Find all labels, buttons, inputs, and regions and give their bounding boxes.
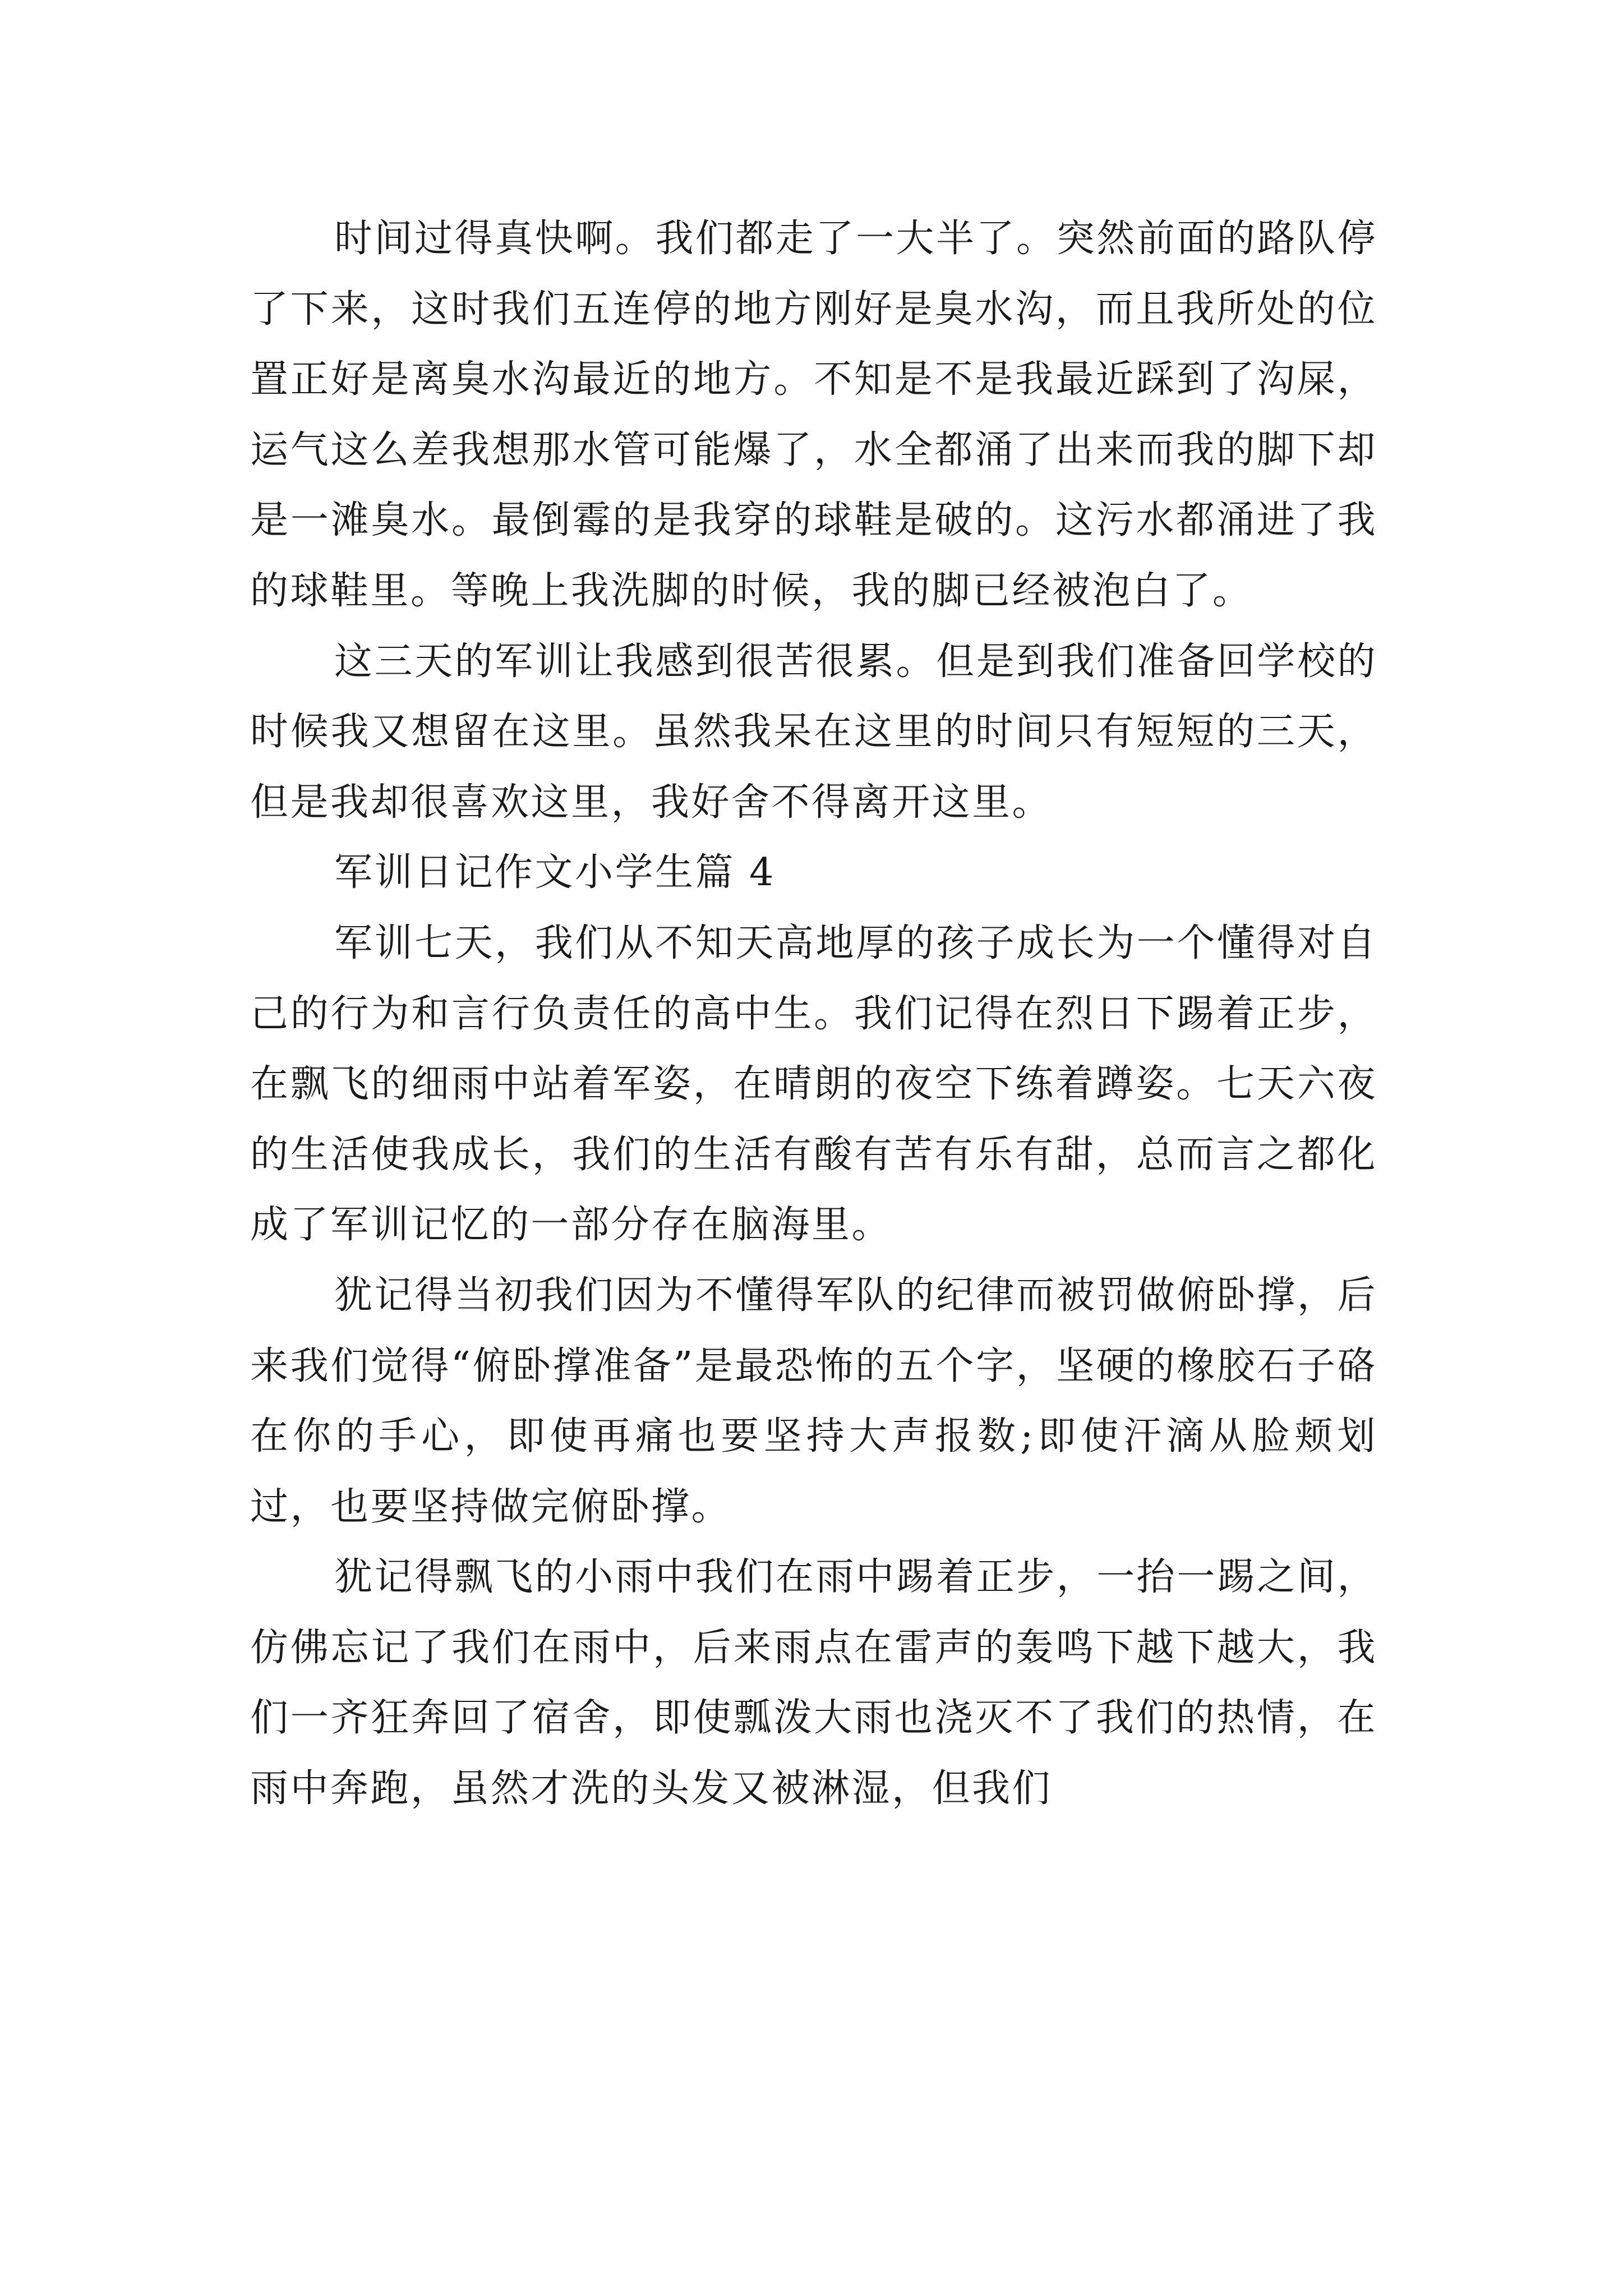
paragraph-seven-days: 军训七天，我们从不知天高地厚的孩子成长为一个懂得对自己的行为和言行负责任的高中生。我们记得在烈日下踢着正步，在飘飞的细雨中站着军姿，在晴朗的夜空下练着蹲姿。七天六夜的生活使我成长，我们的生活有酸有苦有乐有甜，总而言之都化成了军训记忆的一部分存在脑海里。 <box>250 921 1377 1248</box>
paragraph-push-ups: 犹记得当初我们因为不懂得军队的纪律而被罚做俯卧撑，后来我们觉得“俯卧撑准备”是最恐怖的五个字，坚硬的橡胶石子硌在你的手心，即使再痛也要坚持大声报数;即使汗滴从脸颊划过，也要坚持做完俯卧撑。 <box>250 1273 1377 1529</box>
paragraph-foot-soaked: 时间过得真快啊。我们都走了一大半了。突然前面的路队停了下来，这时我们五连停的地方刚好是臭水沟，而且我所处的位置正好是离臭水沟最近的地方。不知是不是我最近踩到了沟屎，运气这么差我想那水管可能爆了，水全都涌了出来而我的脚下却是一滩臭水。最倒霉的是我穿的球鞋是破的。这污水都涌进了我的球鞋里。等晚上我洗脚的时候，我的脚已经被泡白了。 <box>250 217 1377 613</box>
paragraph-three-days: 这三天的军训让我感到很苦很累。但是到我们准备回学校的时候我又想留在这里。虽然我呆在这里的时间只有短短的三天，但是我却很喜欢这里，我好舍不得离开这里。 <box>250 639 1377 825</box>
document-page <box>250 204 1377 1824</box>
paragraph-rain-march: 犹记得飘飞的小雨中我们在雨中踢着正步，一抬一踢之间，仿佛忘记了我们在雨中，后来雨点在雷声的轰鸣下越下越大，我们一齐狂奔回了宿舍，即使瓢泼大雨也浇灭不了我们的热情，在雨中奔跑，虽然才洗的头发又被淋湿，但我们 <box>250 1555 1377 1811</box>
section-heading: 军训日记作文小学生篇 4 <box>334 850 776 895</box>
